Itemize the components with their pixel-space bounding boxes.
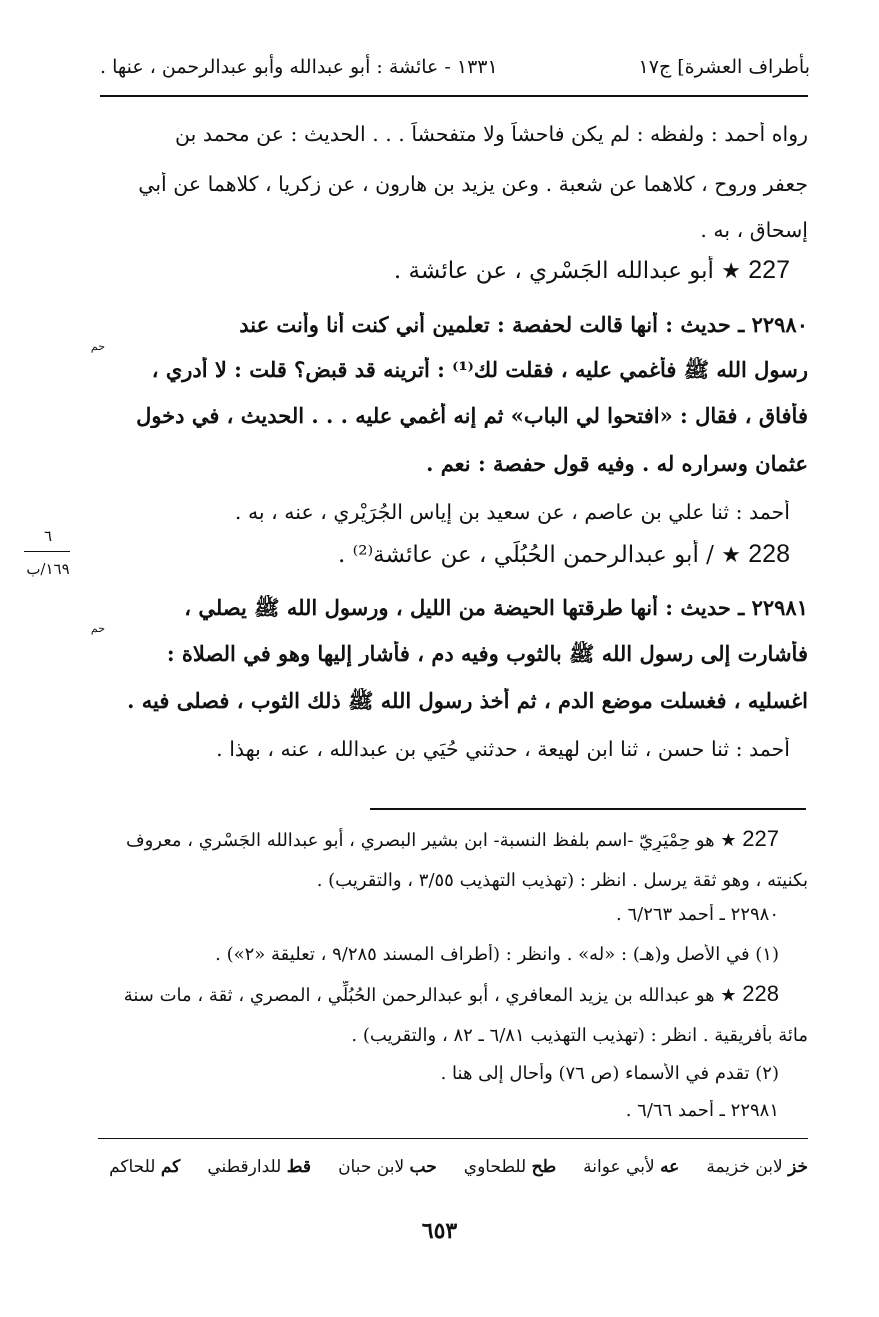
abbreviations-legend [98, 1157, 808, 1177]
abbr-item [207, 1157, 311, 1177]
footnote-227 [99, 826, 779, 852]
star-icon: ★ [720, 830, 737, 851]
hadith-line: رسول الله ﷺ فأغمي عليه ، فقلت لك⁽¹⁾ : أترينه قد قبض؟ قلت : لا أدري ، [151, 357, 808, 382]
margin-rule [24, 551, 70, 552]
running-header [100, 56, 810, 86]
section-heading-227 [100, 256, 790, 285]
hadith-line: ٢٢٩٨٠ ـ حديث : أنها قالت لحفصة : تعلمين أني كنت أنا وأنت عند [239, 312, 808, 337]
footnote-text: هو حِمْيَرِيّ -اسم بلفظ النسبة- ابن بشير البصري ، أبو عبدالله الجَسْري ، معروف [125, 830, 715, 851]
text-line: إسحاق ، به . [700, 218, 808, 242]
footnote-rule [370, 808, 806, 810]
header-book-title: بأطراف العشرة] ج١٧ [638, 56, 810, 78]
header-rule [100, 95, 808, 97]
footnote-text: هو عبدالله بن يزيد المعافري ، أبو عبدالرحمن الحُبُلِّي ، المصري ، ثقة ، مات سنة [123, 985, 715, 1006]
abbr-code: طح [531, 1157, 557, 1177]
hadith-line: عثمان وسراره له . وفيه قول حفصة : نعم . [426, 451, 808, 476]
star-icon: ★ [721, 543, 741, 568]
hadith-line: فأفاق ، فقال : «افتحوا لي الباب» ثم إنه أغمي عليه . . . الحديث ، في دخول [136, 403, 808, 428]
abbr-code: كم [160, 1157, 181, 1177]
abbr-item [706, 1157, 808, 1177]
hadith-line: ٢٢٩٨١ ـ حديث : أنها طرقتها الحيضة من الليل ، ورسول الله ﷺ يصلي ، [184, 595, 808, 620]
abbr-item [338, 1157, 437, 1177]
footnote-number: 228 [742, 981, 779, 1006]
section-number: 228 [748, 540, 790, 568]
section-number: 227 [748, 256, 790, 284]
footnote-line: بكنيته ، وهو ثقة يرسل . انظر : (تهذيب التهذيب ٣/٥٥ ، والتقريب) . [316, 870, 808, 891]
abbr-name: لأبي عوانة [583, 1157, 655, 1177]
abbr-code: قط [286, 1157, 312, 1177]
star-icon: ★ [721, 259, 741, 284]
abbr-name: للحاكم [109, 1157, 156, 1177]
section-title: / أبو عبدالرحمن الحُبُلِّي ، عن عائشة⁽²⁾ . [338, 542, 714, 568]
abbr-code: حب [409, 1157, 437, 1177]
isnad-line: أحمد : ثنا علي بن عاصم ، عن سعيد بن إياس الجُرَيْري ، عنه ، به . [234, 500, 790, 524]
footnote-line: مائة بأفريقية . انظر : (تهذيب التهذيب ٦/٨١ ـ ٨٢ ، والتقريب) . [351, 1025, 808, 1046]
footnote-2: (٢) تقدم في الأسماء (ص ٧٦) وأحال إلى هنا . [440, 1063, 779, 1084]
abbr-code: خز [788, 1157, 808, 1177]
abbr-item [583, 1157, 679, 1177]
abbr-name: لابن حبان [338, 1157, 405, 1177]
text-line: جعفر وروح ، كلاهما عن شعبة . وعن يزيد بن هارون ، عن زكريا ، كلاهما عن أبي [138, 172, 808, 196]
footnote-ref: ٢٢٩٨٠ ـ أحمد ٦/٢٦٣ . [616, 904, 779, 925]
siglum: حم [90, 340, 105, 353]
section-heading-228 [100, 540, 790, 569]
footnote-228 [99, 981, 779, 1007]
section-title: أبو عبدالله الجَسْري ، عن عائشة . [393, 258, 714, 284]
abbr-name: لابن خزيمة [706, 1157, 783, 1177]
abbr-item [109, 1157, 180, 1177]
page-number: ٦٥٣ [421, 1218, 458, 1244]
siglum: حم [90, 622, 105, 635]
hadith-line: فأشارت إلى رسول الله ﷺ بالثوب وفيه دم ، فأشار إليها وهو في الصلاة : [166, 641, 808, 666]
abbr-name: للدارقطني [207, 1157, 282, 1177]
footnote-number: 227 [742, 826, 779, 851]
star-icon: ★ [720, 985, 737, 1006]
margin-ref-bottom: ١٦٩/ب [26, 560, 70, 578]
footnote-ref: ٢٢٩٨١ ـ أحمد ٦/٦٦ . [625, 1100, 779, 1121]
abbr-name: للطحاوي [463, 1157, 527, 1177]
footnote-1: (١) في الأصل و(هـ) : «له» . وانظر : (أطراف المسند ٩/٢٨٥ ، تعليقة «٢») . [215, 944, 779, 965]
isnad-line: أحمد : ثنا حسن ، ثنا ابن لهيعة ، حدثني حُيَي بن عبدالله ، عنه ، بهذا . [216, 737, 790, 761]
text-line: رواه أحمد : ولفظه : لم يكن فاحشاً ولا متفحشاً . . . الحديث : عن محمد بن [175, 122, 808, 146]
margin-ref-top: ٦ [43, 527, 53, 545]
hadith-line: اغسليه ، فغسلت موضع الدم ، ثم أخذ رسول الله ﷺ ذلك الثوب ، فصلى فيه . [127, 688, 808, 713]
abbreviations-rule [98, 1138, 808, 1139]
header-section-title: ١٣٣١ - عائشة : أبو عبدالله وأبو عبدالرحمن ، عنها . [100, 56, 498, 78]
abbr-item [464, 1157, 556, 1177]
abbr-code: عه [660, 1157, 680, 1177]
